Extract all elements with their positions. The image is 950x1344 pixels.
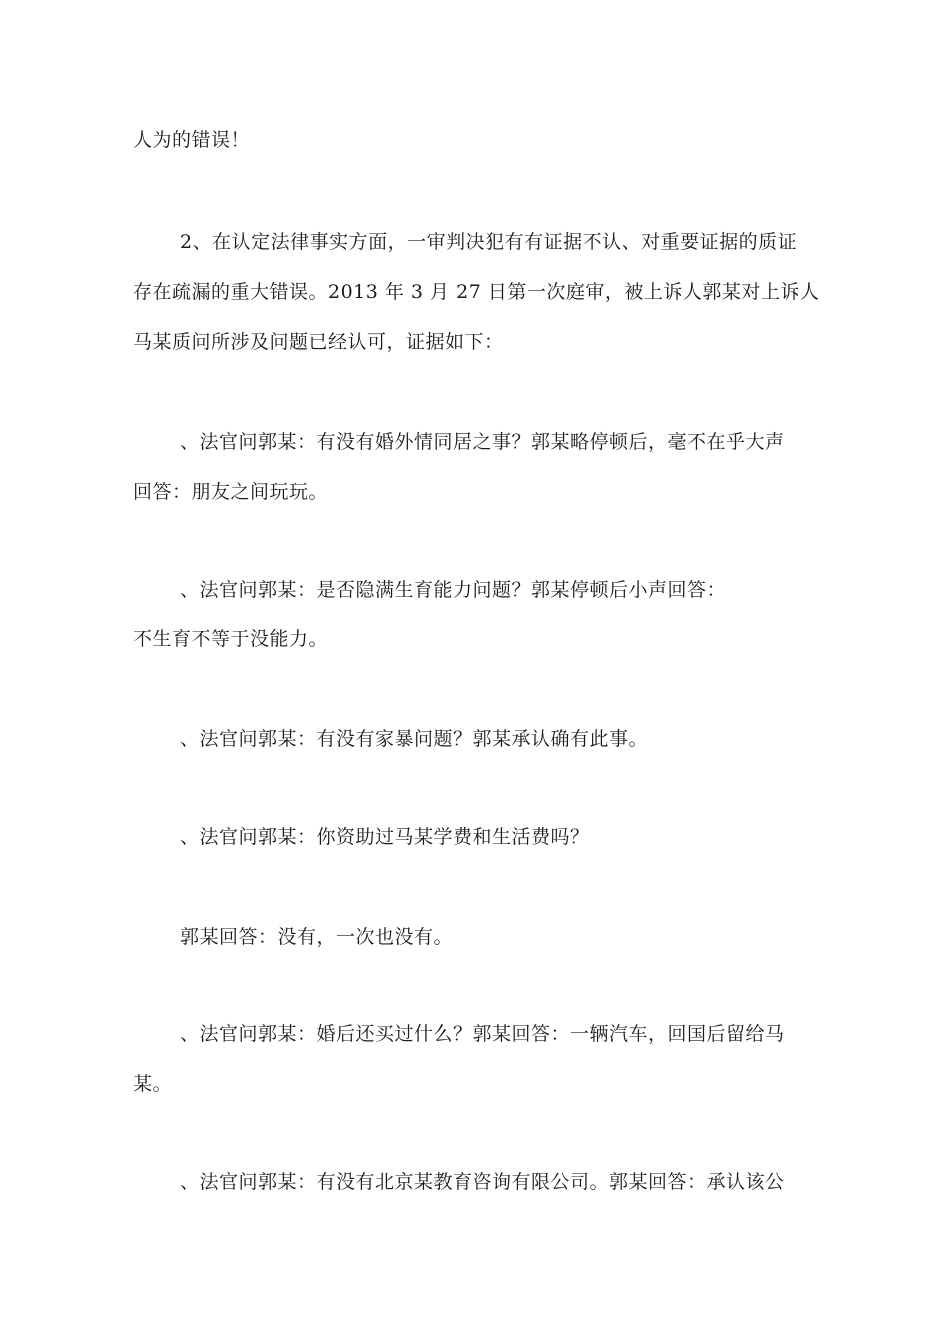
paragraph-line: 郭某回答：没有，一次也没有。 bbox=[180, 926, 454, 948]
paragraph-line: 、法官问郭某：你资助过马某学费和生活费吗？ bbox=[180, 826, 590, 848]
paragraph-line: 、法官问郭某：是否隐满生育能力问题？郭某停顿后小声回答： bbox=[180, 579, 727, 601]
paragraph-line: 2、在认定法律事实方面，一审判决犯有有证据不认、对重要证据的质证 bbox=[180, 231, 798, 253]
paragraph-line: 、法官问郭某：婚后还买过什么？郭某回答：一辆汽车，回国后留给马 bbox=[180, 1023, 785, 1045]
paragraph-line: 、法官问郭某：有没有婚外情同居之事？郭某略停顿后，毫不在乎大声 bbox=[180, 431, 785, 453]
paragraph-line: 马某质问所涉及问题已经认可，证据如下： bbox=[133, 331, 504, 353]
paragraph-line: 、法官问郭某：有没有家暴问题？郭某承认确有此事。 bbox=[180, 728, 649, 750]
paragraph-line: 不生育不等于没能力。 bbox=[133, 628, 329, 650]
paragraph-line: 存在疏漏的重大错误。2013 年 3 月 27 日第一次庭审，被上诉人郭某对上诉人 bbox=[133, 281, 820, 303]
paragraph-line: 回答：朋友之间玩玩。 bbox=[133, 481, 329, 503]
paragraph-line: 人为的错误！ bbox=[133, 129, 251, 151]
paragraph-line: 某。 bbox=[133, 1073, 173, 1095]
paragraph-line: 、法官问郭某：有没有北京某教育咨询有限公司。郭某回答：承认该公 bbox=[180, 1171, 785, 1193]
